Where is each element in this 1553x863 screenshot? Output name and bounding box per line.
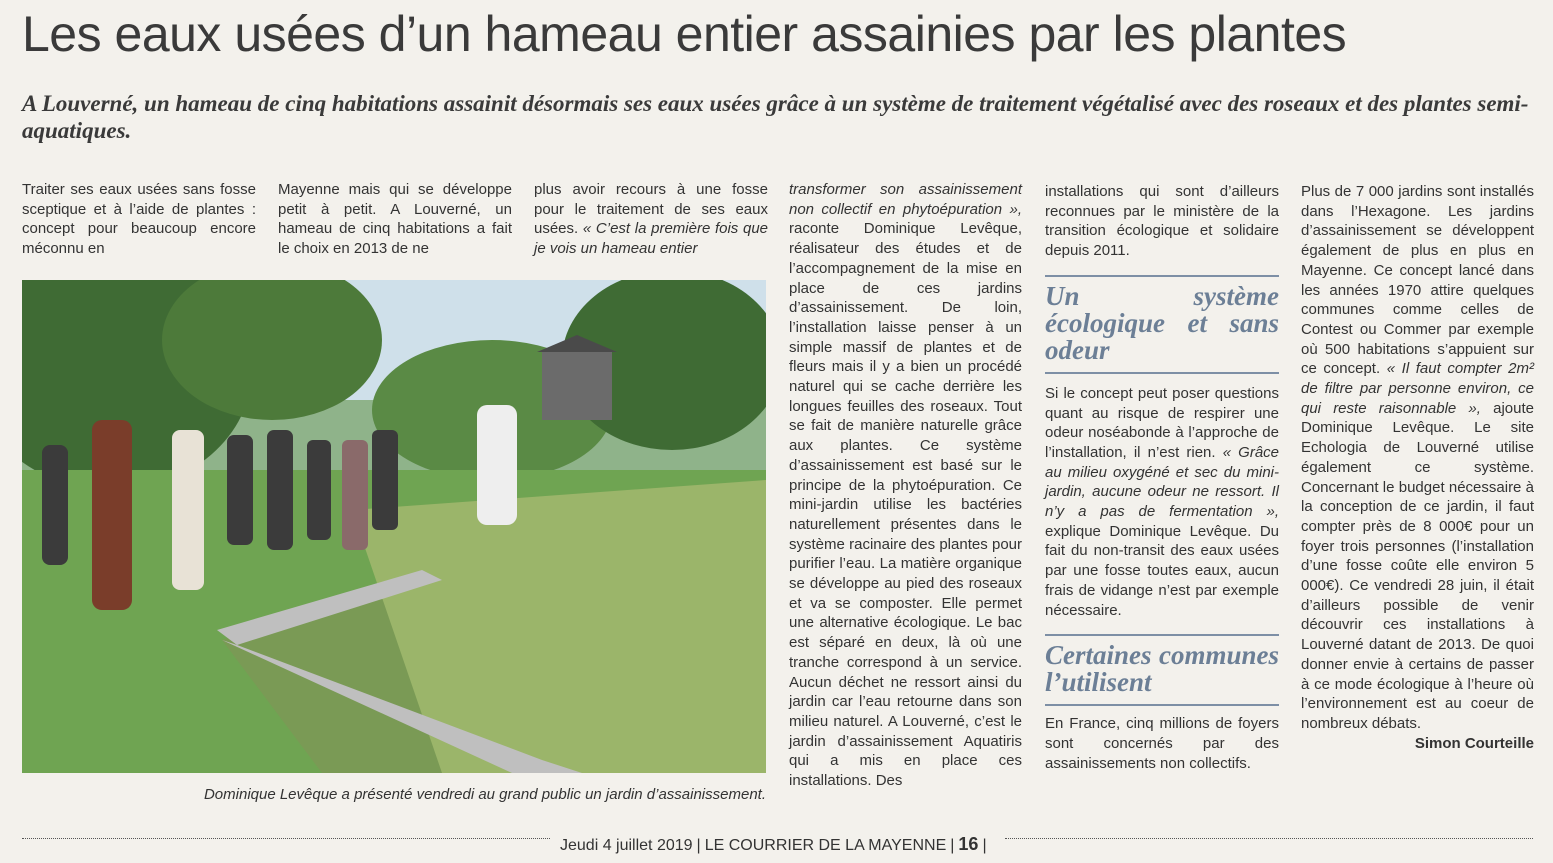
footer-newspaper-name: LE COURRIER DE LA MAYENNE [704, 837, 947, 854]
column-3-text-a: plus avoir recours à une fosse pour le traitement de ses eaux usées. [534, 181, 768, 238]
garden-photo-illustration [22, 280, 766, 773]
column-6-text-b: ajoute Dominique Levêque. Le site Echologia de Louverné utilise également ce système. Concernant le budget nécessaire à la conception de ce jardin, il faut compter près de 8 000€ pour un foyer trois personnes (l’installation d’une fosse coûte elle environ 5 000€). Ce vendredi 28 juin, il était d’ailleurs possible de venir découvrir ces installations à Louverné datant de 2013. De quoi donner envie à certains de passer à ce mode écologique à l’heure où l’environnement est au coeur de nombreux débats. [1301, 399, 1534, 732]
footer-separator: | [982, 837, 987, 854]
column-1-text: Traiter ses eaux usées sans fosse sceptique et à l’aide de plantes : concept pour beaucoup encore méconnu en [22, 181, 256, 258]
subhead-1: Un système écologique et sans odeur [1045, 280, 1279, 365]
footer-date: Jeudi 4 juillet 2019 [560, 837, 693, 854]
article-lead: A Louverné, un hameau de cinq habitations assainit désormais ses eaux usées grâce à un système de traitement végétalisé avec des roseaux et des plantes semi-aquatiques. [22, 91, 1529, 143]
column-3 [534, 180, 768, 259]
footer-dotted-rule-right [1005, 838, 1533, 839]
footer-dotted-rule-left [22, 838, 550, 839]
column-4-quote: transformer son assainissement non collectif en phytoépuration », [789, 181, 1022, 218]
column-4 [789, 180, 1022, 791]
photo-caption: Dominique Levêque a présenté vendredi au grand public un jardin d’assainissement. [203, 786, 766, 803]
column-2 [278, 180, 512, 259]
column-5-text-b-start: Si le concept peut poser questions quant au risque de respirer une odeur noséabonde à l’approche de l’installation, il n’est rien. [1045, 384, 1279, 461]
subhead-rule [1045, 275, 1279, 277]
column-5-quote: « Grâce au milieu oxygéné et sec du mini-jardin, aucune odeur ne ressort. Il n’y a pas de fermentation », [1045, 443, 1280, 521]
column-5-text-a: installations qui sont d’ailleurs reconnues par le ministère de la transition écologique et solidaire depuis 2011. [1045, 183, 1279, 260]
footer-page-number: 16 [958, 834, 979, 854]
article-photo [22, 280, 766, 773]
subhead-rule [1045, 704, 1279, 706]
subhead-rule [1045, 372, 1279, 374]
page-footer [560, 834, 991, 855]
column-5-text-b [1045, 384, 1279, 620]
footer-separator: | [696, 837, 701, 854]
column-3-quote: « C’est la première fois que je vois un hameau entier [534, 220, 769, 258]
column-6-text-a: Plus de 7 000 jardins sont installés dans l’Hexagone. Les jardins d’assainissement se développent également de plus en plus en Mayenne. Ce concept lancé dans les années 1970 attire quelques communes comme celles de Contest ou Commer par exemple où 500 habitations s’appuient sur ce concept. [1301, 183, 1534, 378]
column-6 [1301, 182, 1534, 753]
author-signature: Simon Courteille [1414, 734, 1534, 752]
column-5 [1045, 182, 1279, 773]
subhead-2: Certaines communes l’utilisent [1045, 640, 1279, 698]
column-5-text-b-end: explique Dominique Levêque. Du fait du non-transit des eaux usées par une fosse toutes eaux, aucun frais de vidange n’est par exemple nécessaire. [1045, 522, 1279, 619]
column-2-text: Mayenne mais qui se développe petit à petit. A Louverné, un hameau de cinq habitations a fait le choix en 2013 de ne [278, 181, 512, 258]
column-4-text [789, 180, 1022, 791]
column-5-text-c: En France, cinq millions de foyers sont concernés par des assainissements non collectifs. [1045, 715, 1279, 772]
column-6-quote: « Il faut compter 2m² de filtre par personne environ, ce qui reste raisonnable », [1301, 360, 1534, 417]
column-6-text [1301, 182, 1534, 734]
subhead-rule [1045, 634, 1279, 636]
headline: Les eaux usées d’un hameau entier assainies par les plantes [22, 6, 1347, 62]
column-3-text [534, 180, 768, 259]
footer-separator: | [950, 837, 955, 854]
column-4-text-a: raconte Dominique Levêque, réalisateur des études et de l’accompagnement de la mise en place de ces jardins d’assainissement. De loin, l’installation laisse penser à un simple massif de plantes et de fleurs mais il y a bien un procédé naturel qui se cache derrière les longues feuilles des roseaux. Tout se fait de manière naturelle grâce aux plantes. Ce système d’assainissement est basé sur le principe de la phytoépuration. Ce mini-jardin utilise les bactéries naturellement présentes dans le système racinaire des plantes pour purifier l’eau. La matière organique se développe au pied des roseaux et va se composter. Elle permet une alternative écologique. Le bac est séparé en deux, là où une tranche correspond à un service. Aucun déchet ne ressort ainsi du jardin car l’eau retourne dans son milieu naturel. A Louverné, c’est le jardin d’assainissement Aquatiris qui a mis en place ces installations. Des [789, 220, 1022, 790]
column-1 [22, 180, 256, 259]
